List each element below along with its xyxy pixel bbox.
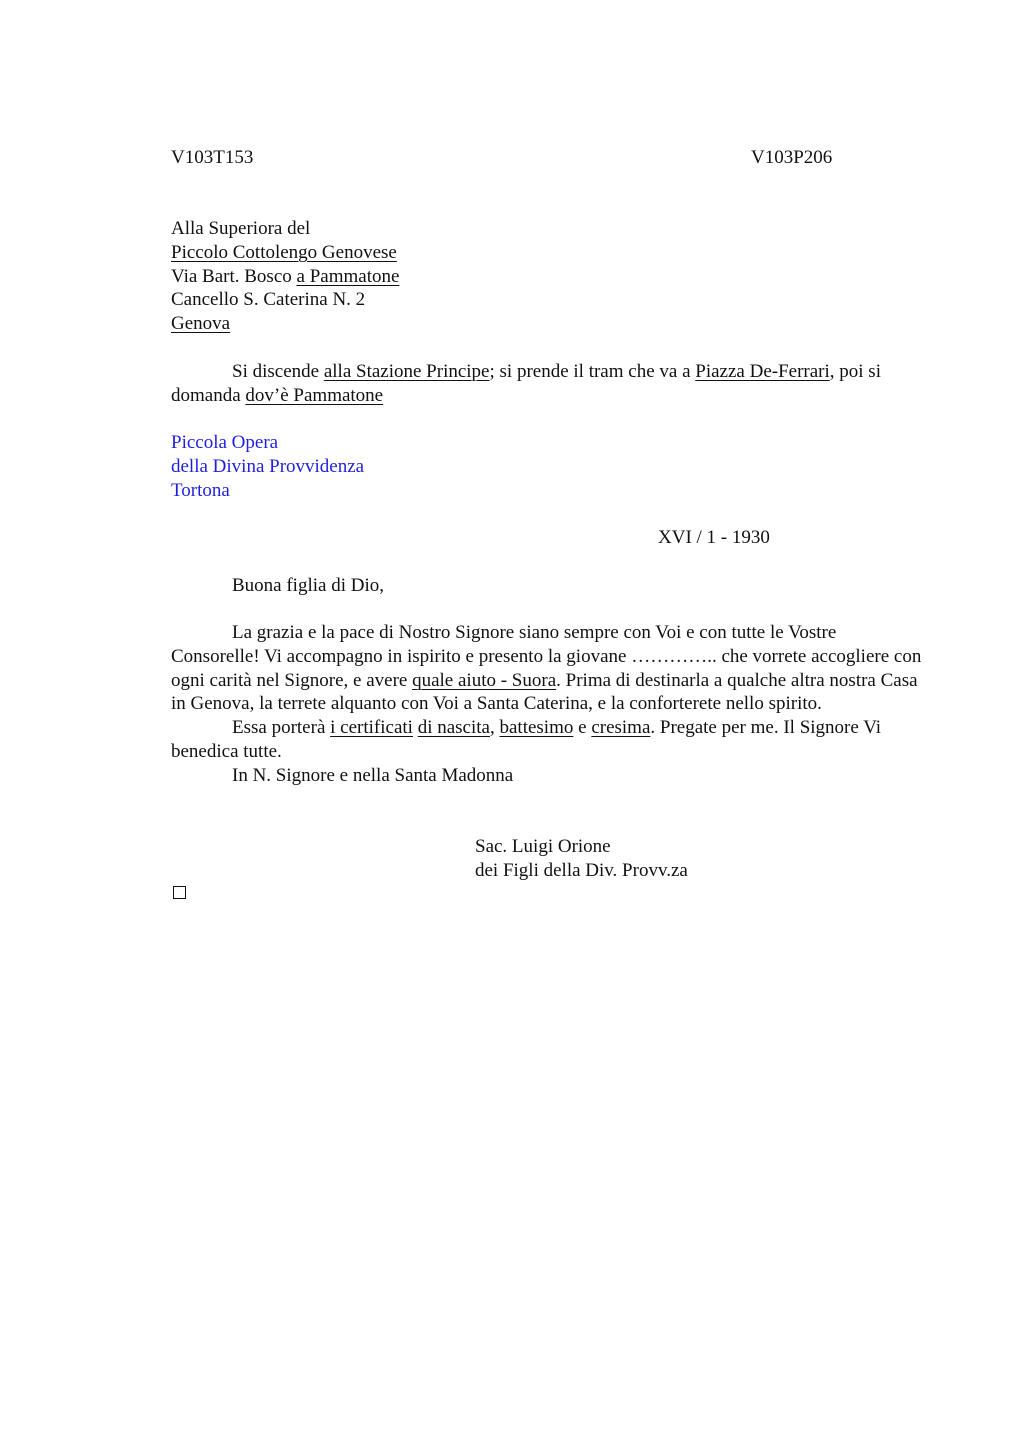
address-institution: Piccolo Cottolengo Genovese (171, 241, 397, 263)
archive-code-left: V103T153 (171, 147, 254, 168)
letterhead-line: Piccola Opera (171, 432, 279, 453)
directions-paragraph: Si discende alla Stazione Principe; si prende il tram che va a Piazza De-Ferrari, poi si domanda dov’è Pammatone (171, 361, 881, 406)
letterhead (171, 431, 923, 502)
address-street: Via Bart. Bosco a Pammatone (171, 265, 400, 287)
archive-code-right: V103P206 (751, 147, 833, 168)
closing-line: In N. Signore e nella Santa Madonna (232, 764, 514, 786)
address-line: Cancello S. Caterina N. 2 (171, 289, 366, 311)
signature-name: Sac. Luigi Orione (475, 836, 611, 857)
address-city: Genova (171, 313, 231, 335)
letter-date: XVI / 1 - 1930 (658, 527, 770, 548)
checkbox-icon (173, 886, 186, 899)
recipient-address (171, 217, 923, 336)
salutation: Buona figlia di Dio, (232, 575, 384, 596)
body-paragraph: La grazia e la pace di Nostro Signore siano sempre con Voi e con tutte le Vostre Consorelle! Vi accompagno in ispirito e presento la giovane ………….. che vorrete accogliere con ogni carità nel Signore, e avere quale aiuto - Suora. Prima di destinarla a qualche altra nostra Casa in Genova, la terrete alquanto con Voi a Santa Caterina, e la conforterete nello spirito. (171, 622, 922, 715)
letterhead-line: Tortona (171, 479, 230, 501)
address-line: Alla Superiora del (171, 218, 311, 239)
letter-body (171, 621, 923, 788)
signature (475, 835, 688, 883)
signature-title: dei Figli della Div. Provv.za (475, 859, 688, 881)
body-paragraph: Essa porterà i certificati di nascita, battesimo e cresima. Pregate per me. Il Signore Vi benedica tutte. (171, 717, 882, 762)
letterhead-line: della Divina Provvidenza (171, 455, 365, 477)
